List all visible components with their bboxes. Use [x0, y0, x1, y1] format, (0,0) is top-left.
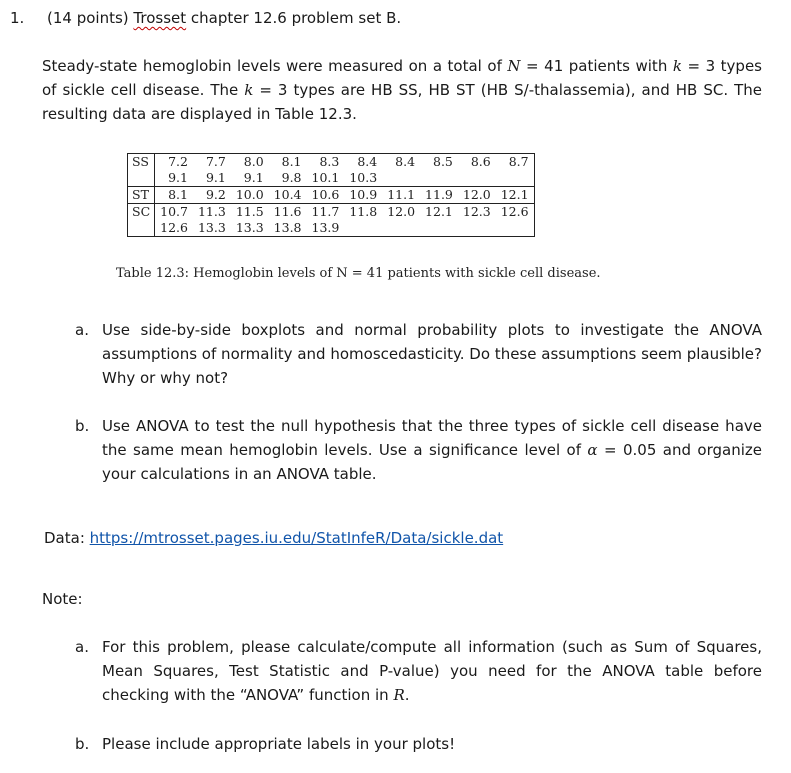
alpha-symbol: α — [587, 441, 598, 459]
table-cell: 12.6 — [496, 204, 534, 221]
table-cell: 12.1 — [496, 187, 534, 204]
table-cell: 10.7 — [155, 204, 193, 221]
table-cell — [420, 220, 458, 237]
table-cell: 10.9 — [344, 187, 382, 204]
table-cell: 11.7 — [307, 204, 345, 221]
table-cell: 9.8 — [269, 170, 307, 187]
table-row — [128, 187, 535, 204]
row-label: SC — [128, 204, 155, 221]
r-symbol: R — [393, 686, 405, 704]
table-cell: 11.1 — [382, 187, 420, 204]
table-cell: 10.6 — [307, 187, 345, 204]
table-cell: 13.3 — [193, 220, 231, 237]
table-cell: 9.1 — [155, 170, 193, 187]
table-cell: 11.6 — [269, 204, 307, 221]
table-row — [128, 154, 535, 171]
table-cell: 8.1 — [269, 154, 307, 171]
note-a-text — [102, 635, 762, 707]
table-cell: 12.0 — [458, 187, 496, 204]
table-cell — [496, 220, 534, 237]
table-cell — [344, 220, 382, 237]
table-cell: 12.0 — [382, 204, 420, 221]
table-cell: 9.2 — [193, 187, 231, 204]
data-line — [44, 526, 503, 550]
data-link[interactable]: https://mtrosset.pages.iu.edu/StatInfeR/Data/sickle.dat — [89, 529, 504, 547]
table-cell: 10.3 — [344, 170, 382, 187]
hemoglobin-table — [127, 153, 535, 237]
table-cell: 8.6 — [458, 154, 496, 171]
note-title: Note: — [42, 590, 83, 608]
k-symbol-2: k — [244, 81, 254, 99]
intro-text-3: = 3 types of sickle cell disease. The — [42, 57, 762, 99]
intro-paragraph — [42, 54, 762, 126]
table-cell: 13.9 — [307, 220, 345, 237]
table-cell: 12.3 — [458, 204, 496, 221]
table-cell: 12.6 — [155, 220, 193, 237]
header-rest: chapter 12.6 problem set B. — [186, 9, 402, 27]
table-row — [128, 220, 535, 237]
data-label: Data: — [44, 529, 90, 547]
table-cell: 13.8 — [269, 220, 307, 237]
part-b-text-1: Use ANOVA to test the null hypothesis that the three types of sickle cell disease have the same mean hemoglobin levels. Use a significance level of — [102, 417, 762, 459]
row-label: ST — [128, 187, 155, 204]
table-cell: 13.3 — [231, 220, 269, 237]
table-cell: 9.1 — [231, 170, 269, 187]
part-b-text — [102, 414, 762, 486]
table-cell — [382, 220, 420, 237]
table-cell: 10.4 — [269, 187, 307, 204]
problem-header — [47, 6, 401, 30]
part-a-text: Use side-by-side boxplots and normal probability plots to investigate the ANOVA assumptions of normality and homoscedasticity. Do these assumptions seem plausible? Why or why not? — [102, 321, 762, 387]
table-cell: 7.2 — [155, 154, 193, 171]
table-cell — [458, 170, 496, 187]
table-cell: 12.1 — [420, 204, 458, 221]
row-label: SS — [128, 154, 155, 171]
table-cell: 10.0 — [231, 187, 269, 204]
intro-text-2: = 41 patients with — [520, 57, 673, 75]
k-symbol: k — [672, 57, 682, 75]
note-a-text-1: For this problem, please calculate/compute all information (such as Sum of Squares, Mean Squares, Test Statistic and P-value) you need for the ANOVA table before checking with the “ANOVA” function in — [102, 638, 762, 704]
row-label — [128, 170, 155, 187]
note-b-letter: b. — [75, 735, 90, 753]
table-cell: 7.7 — [193, 154, 231, 171]
table-cell: 8.7 — [496, 154, 534, 171]
part-b-letter: b. — [75, 417, 90, 435]
header-points: (14 points) — [47, 9, 134, 27]
intro-text-1: Steady-state hemoglobin levels were measured on a total of — [42, 57, 508, 75]
table-cell: 8.3 — [307, 154, 345, 171]
table-cell: 11.9 — [420, 187, 458, 204]
table-cell: 11.3 — [193, 204, 231, 221]
table-caption: Table 12.3: Hemoglobin levels of N = 41 patients with sickle cell disease. — [116, 266, 601, 281]
table-cell: 8.4 — [344, 154, 382, 171]
table-cell: 10.1 — [307, 170, 345, 187]
part-a-letter: a. — [75, 321, 89, 339]
note-a-letter: a. — [75, 638, 89, 656]
table-cell — [382, 170, 420, 187]
row-label — [128, 220, 155, 237]
table-cell: 8.0 — [231, 154, 269, 171]
table-row — [128, 204, 535, 221]
intro-text-4: = 3 types are HB SS, HB ST (HB S/-thalassemia), and HB SC. The resulting data are displayed in Table 12.3. — [42, 81, 762, 123]
table-cell: 9.1 — [193, 170, 231, 187]
table-row — [128, 170, 535, 187]
table-cell: 11.8 — [344, 204, 382, 221]
table-cell: 8.5 — [420, 154, 458, 171]
table-cell: 8.4 — [382, 154, 420, 171]
n-symbol: N — [507, 57, 521, 75]
table-cell: 11.5 — [231, 204, 269, 221]
header-author: Trosset — [133, 9, 187, 27]
table-cell — [496, 170, 534, 187]
note-b-text: Please include appropriate labels in your plots! — [102, 735, 456, 753]
note-a-text-2: . — [404, 686, 410, 704]
problem-number: 1. — [10, 9, 25, 27]
part-b-text-2: = 0.05 and organize your calculations in an ANOVA table. — [102, 441, 762, 483]
table-cell — [420, 170, 458, 187]
table-cell — [458, 220, 496, 237]
table-cell: 8.1 — [155, 187, 193, 204]
